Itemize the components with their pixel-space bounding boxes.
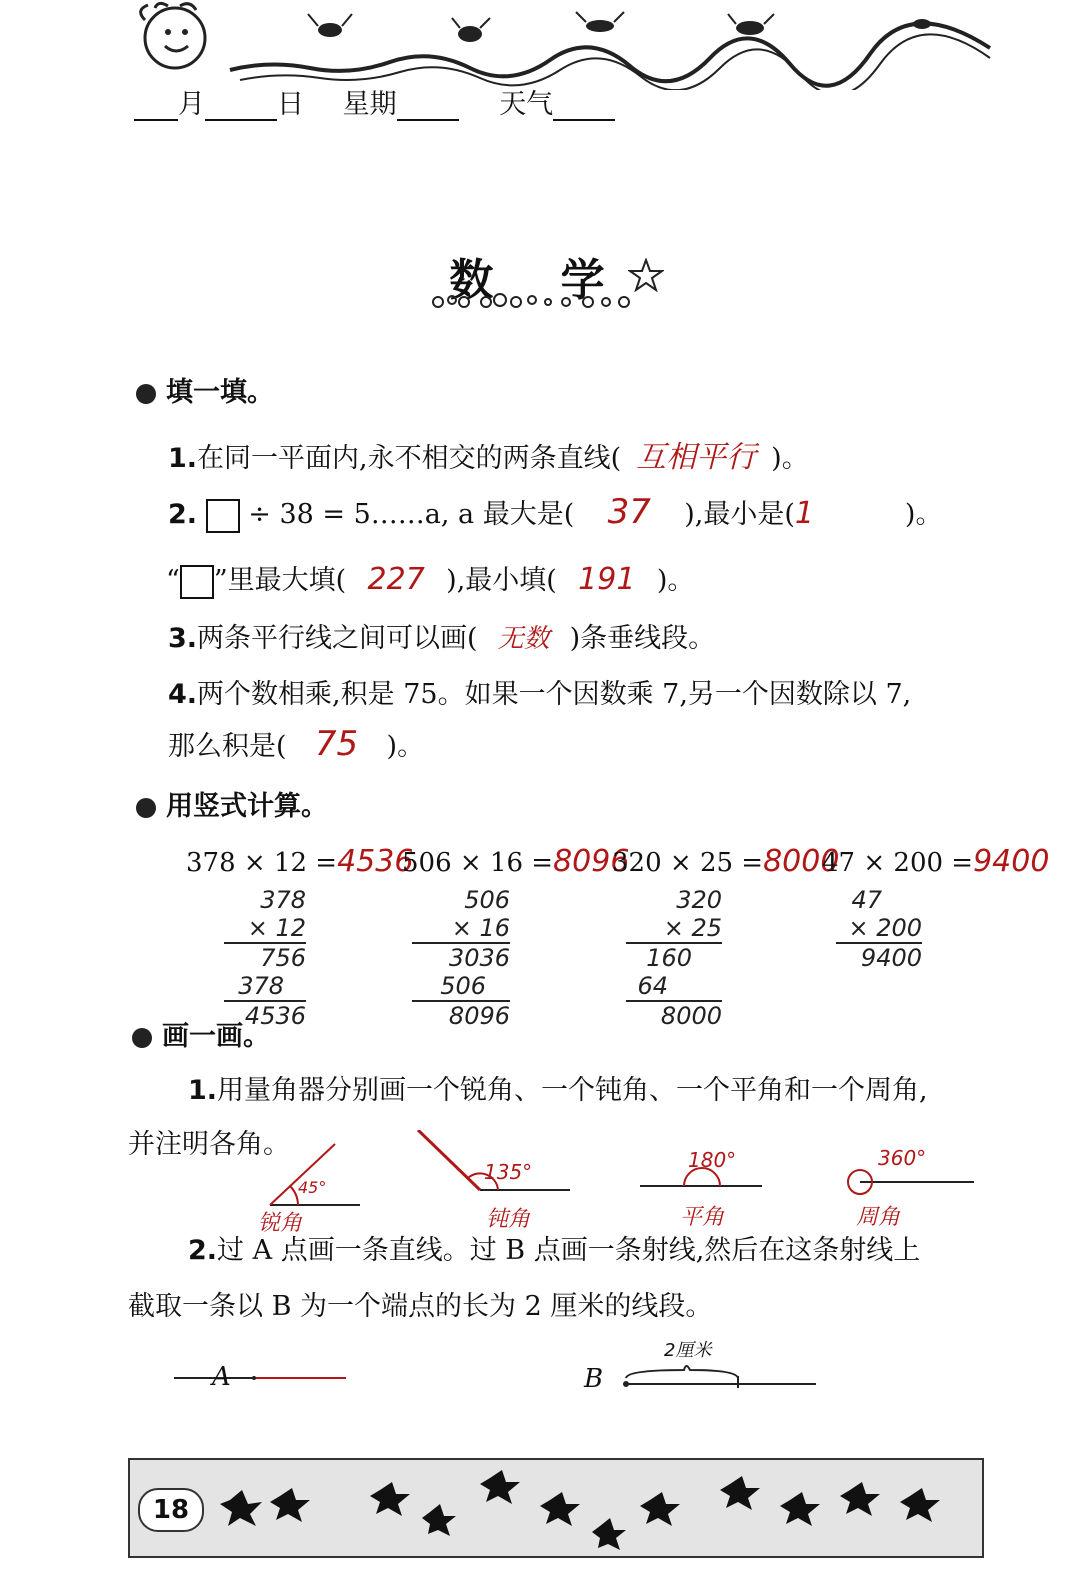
calc-answer-handwritten: 9400 (973, 844, 1050, 879)
point-b-label: B (584, 1364, 604, 1394)
calc-problem-2 (402, 844, 629, 879)
section-heading-text: 画一画。 (162, 1021, 270, 1052)
question-text: 两个数相乘,积是 75。如果一个因数乘 7,另一个因数除以 7, (197, 679, 912, 710)
angle-degree-label: 180° (688, 1148, 737, 1172)
question-end: )。 (656, 565, 695, 596)
angle-degree-label: 360° (878, 1146, 927, 1170)
question-number: 3. (168, 623, 198, 654)
calc-work-4 (836, 886, 922, 972)
question-end: )。 (771, 443, 809, 474)
calc-answer-handwritten: 4536 (337, 844, 414, 879)
question-end: )条垂线段。 (569, 623, 716, 654)
calc-problem-1 (186, 844, 413, 879)
month-blank (134, 93, 178, 121)
answer-handwritten: 75 (314, 724, 359, 764)
work-line: 756 (224, 942, 306, 972)
date-line (134, 82, 615, 121)
section-heading-text: 用竖式计算。 (166, 791, 328, 822)
weather-label: 天气 (499, 89, 554, 120)
answer-handwritten: 互相平行 (636, 440, 757, 475)
line-ray-drawing (170, 1340, 830, 1400)
bullet-icon (132, 1028, 152, 1048)
answer-handwritten: 227 (367, 562, 425, 597)
insect-icons (308, 12, 931, 42)
answer-box (180, 565, 214, 599)
work-line: 506 (464, 886, 510, 914)
full-angle (848, 1170, 974, 1194)
answer-handwritten: 191 (578, 562, 636, 597)
work-line: 378 (260, 886, 306, 914)
page-number: 18 (138, 1488, 204, 1532)
question-1 (168, 432, 809, 476)
page-title: 数 学 (449, 255, 631, 306)
section-draw-heading (132, 1014, 270, 1053)
question-text: ”里最大填( (213, 565, 347, 596)
question-text: 两条平行线之间可以画( (197, 623, 478, 654)
bullet-icon (136, 384, 156, 404)
work-line: 47 (851, 886, 882, 914)
weather-blank (553, 93, 615, 121)
question-text: 用量角器分别画一个锐角、一个钝角、一个平角和一个周角, (217, 1075, 928, 1106)
answer-handwritten: 37 (607, 492, 651, 532)
bullet-icon (136, 798, 156, 818)
work-line: 4536 (224, 1000, 306, 1030)
work-line: 160 (626, 942, 722, 972)
question-text: 那么积是( (168, 731, 287, 762)
question-text: 截取一条以 B 为一个端点的长为 2 厘米的线段。 (128, 1291, 713, 1322)
draw-question-1 (188, 1068, 928, 1107)
angle-name-label: 周角 (856, 1205, 901, 1230)
question-text: 并注明各角。 (128, 1129, 290, 1160)
question-3 (168, 616, 715, 655)
question-number: 1. (168, 443, 198, 474)
point-a-label: A (212, 1362, 231, 1392)
work-line: 8096 (412, 1000, 510, 1030)
bubbles-decoration (428, 290, 638, 314)
calc-answer-handwritten: 8096 (553, 844, 630, 879)
header-wave-line (230, 23, 990, 85)
header-decoration (130, 0, 1000, 90)
point-a-dot (252, 1376, 256, 1380)
segment-brace (626, 1366, 738, 1378)
leaf-pattern (130, 1460, 982, 1556)
month-label: 月 (178, 89, 205, 120)
calc-answer-handwritten: 8000 (763, 844, 840, 879)
calc-work-1 (224, 886, 306, 1030)
point-b-dot (623, 1381, 629, 1387)
question-text: ÷ 38 = 5……a, a 最大是( (248, 499, 575, 530)
work-line: × 25 (663, 914, 722, 942)
question-end: )。 (904, 499, 943, 530)
calc-expression: 320 × 25 = (612, 848, 764, 878)
question-4 (168, 672, 911, 711)
question-number: 2. (168, 499, 198, 530)
angle-degree-label: 45° (298, 1178, 327, 1197)
question-end: )。 (386, 731, 425, 762)
section-fill-in-heading (136, 370, 274, 409)
draw-question-2-line2 (128, 1284, 712, 1323)
day-label: 日 (277, 89, 304, 120)
calc-problem-4 (822, 844, 1049, 879)
footer-band (128, 1458, 984, 1558)
section-vertical-calc-heading (136, 784, 328, 823)
angle-degree-label: 135° (484, 1160, 533, 1184)
question-text: 过 A 点画一条直线。过 B 点画一条射线,然后在这条射线上 (217, 1235, 921, 1266)
segment-length-label: 2厘米 (664, 1340, 712, 1361)
question-number: 1. (188, 1075, 218, 1106)
answer-box (206, 499, 240, 533)
calc-work-2 (412, 886, 510, 1030)
star-icon (628, 258, 664, 292)
question-text: 在同一平面内,永不相交的两条直线( (197, 443, 622, 474)
angle-name-label: 平角 (680, 1205, 725, 1230)
quote-open: “ (166, 565, 180, 596)
work-line: 320 (676, 886, 722, 914)
work-line: 8000 (626, 1000, 722, 1030)
sun-icon (141, 3, 205, 68)
answer-handwritten: 无数 (497, 624, 550, 654)
draw-question-2 (188, 1228, 920, 1267)
calc-problem-3 (612, 844, 839, 879)
question-2b (166, 558, 694, 599)
work-line: × 200 (848, 914, 922, 942)
question-number: 2. (188, 1235, 218, 1266)
angle-name-label: 钝角 (486, 1207, 531, 1232)
question-2 (168, 492, 942, 533)
work-line: 64 (637, 972, 668, 1000)
calc-expression: 47 × 200 = (822, 848, 974, 878)
section-heading-text: 填一填。 (166, 377, 274, 408)
question-text-mid: ),最小填( (446, 565, 557, 596)
work-line: 9400 (836, 942, 922, 972)
weekday-label: 星期 (342, 89, 397, 120)
question-number: 4. (168, 679, 198, 710)
work-line: × 16 (451, 914, 510, 942)
weekday-blank (397, 93, 459, 121)
calc-work-3 (626, 886, 722, 1030)
question-4-line2 (168, 724, 424, 764)
question-text-mid: ),最小是( (684, 499, 795, 530)
work-line: 506 (440, 972, 486, 1000)
work-line: 378 (238, 972, 284, 1000)
day-blank (205, 93, 277, 121)
answer-handwritten: 1 (794, 496, 814, 531)
work-line: 3036 (412, 942, 510, 972)
calc-expression: 506 × 16 = (402, 848, 554, 878)
angle-name-label: 锐角 (258, 1211, 303, 1236)
calc-expression: 378 × 12 = (186, 848, 338, 878)
work-line: × 12 (247, 914, 306, 942)
